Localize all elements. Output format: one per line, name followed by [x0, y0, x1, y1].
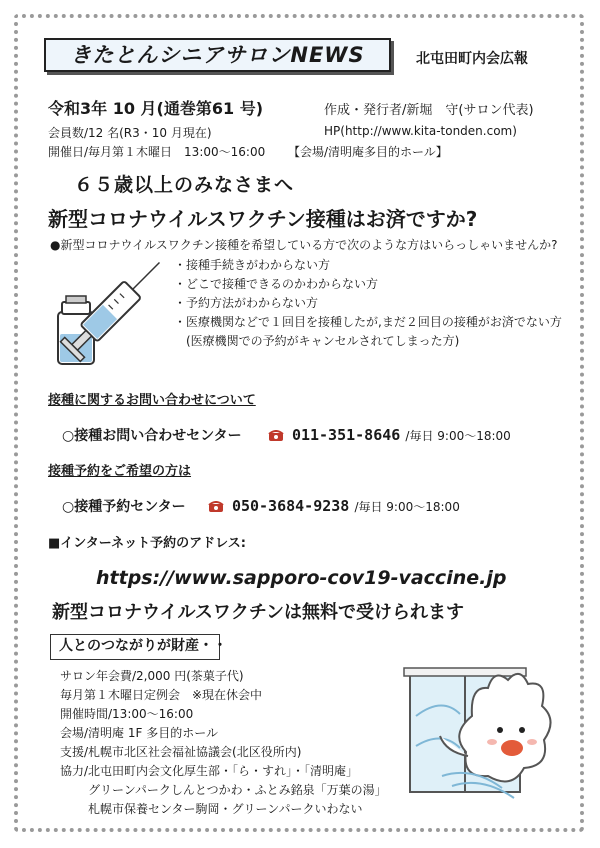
- reservation-hours: /毎日 9:00～18:00: [354, 500, 460, 514]
- venue: 【会場/清明庵多目的ホール】: [288, 145, 448, 159]
- inquiry-phone[interactable]: 011-351-8646: [291, 426, 401, 444]
- homepage-link[interactable]: HP(http://www.kita-tonden.com): [324, 124, 517, 138]
- intro-text: ●新型コロナウイルスワクチン接種を希望している方で次のような方はいらっしゃいませんか?: [50, 238, 558, 252]
- internet-heading: ■インターネット予約のアドレス:: [48, 536, 246, 551]
- reservation-row: [62, 496, 460, 516]
- inquiry-hours: /毎日 9:00～18:00: [405, 429, 511, 443]
- inquiry-row: [62, 425, 511, 445]
- inquiry-heading: 接種に関するお問い合わせについて: [48, 393, 256, 408]
- info-line: サロン年会費/2,000 円(茶菓子代): [60, 669, 244, 683]
- criteria-list: [174, 256, 562, 351]
- publisher: 作成・発行者/新堀 守(サロン代表): [324, 103, 534, 118]
- telephone-icon: [268, 430, 284, 442]
- slogan-box: 人とのつながりが財産・・: [50, 634, 220, 660]
- list-item: ・接種手続きがわからない方: [174, 258, 331, 272]
- info-line: 札幌市保養センター駒岡・グリーンパークいわない: [88, 802, 363, 816]
- mascot-window-illustration: [402, 656, 562, 806]
- organization-name: 北屯田町内会広報: [416, 51, 528, 67]
- info-line: 支援/札幌市北区社会福祉協議会(北区役所内): [60, 745, 302, 759]
- reservation-phone[interactable]: 050-3684-9238: [231, 497, 350, 515]
- telephone-icon: [208, 501, 224, 513]
- schedule: 開催日/毎月第１木曜日 13:00～16:00: [48, 145, 266, 159]
- list-item: ・医療機関などで１回目を接種したが,まだ２回目の接種がお済でない方: [174, 315, 562, 329]
- free-notice: 新型コロナウイルスワクチンは無料で受けられます: [52, 602, 465, 623]
- info-line: グリーンパークしんとつかわ・ふとみ銘泉「万葉の湯」: [88, 783, 387, 797]
- info-line: 会場/清明庵 1F 多目的ホール: [60, 726, 218, 740]
- list-item: ・予約方法がわからない方: [174, 296, 319, 310]
- inquiry-center-name: ○接種お問い合わせセンター: [62, 428, 242, 444]
- salon-info: [60, 667, 387, 819]
- vaccine-question-heading: 新型コロナウイルスワクチン接種はお済ですか?: [48, 207, 478, 231]
- vaccine-url[interactable]: https://www.sapporo-cov19-vaccine.jp: [96, 567, 507, 589]
- member-count: 会員数/12 名(R3・10 月現在): [48, 126, 212, 140]
- newsletter-title: きたとんシニアサロンNEWS: [44, 38, 391, 72]
- issue-date: 令和3年 10 月(通巻第61 号): [48, 99, 264, 118]
- reservation-heading: 接種予約をご希望の方は: [48, 464, 192, 479]
- syringe-vaccine-illustration: [50, 262, 160, 374]
- info-line: 開催時間/13:00～16:00: [60, 707, 194, 721]
- info-line: 毎月第１木曜日定例会 ※現在休会中: [60, 688, 263, 702]
- info-line: 協力/北屯田町内会文化厚生部・「ら・すれ」・「清明庵」: [60, 764, 359, 778]
- age-heading: ６５歳以上のみなさまへ: [74, 174, 295, 196]
- list-item: ・どこで接種できるのかわからない方: [174, 277, 379, 291]
- list-item: (医療機関での予約がキャンセルされてしまった方): [174, 334, 460, 348]
- reservation-center-name: ○接種予約センター: [62, 499, 186, 515]
